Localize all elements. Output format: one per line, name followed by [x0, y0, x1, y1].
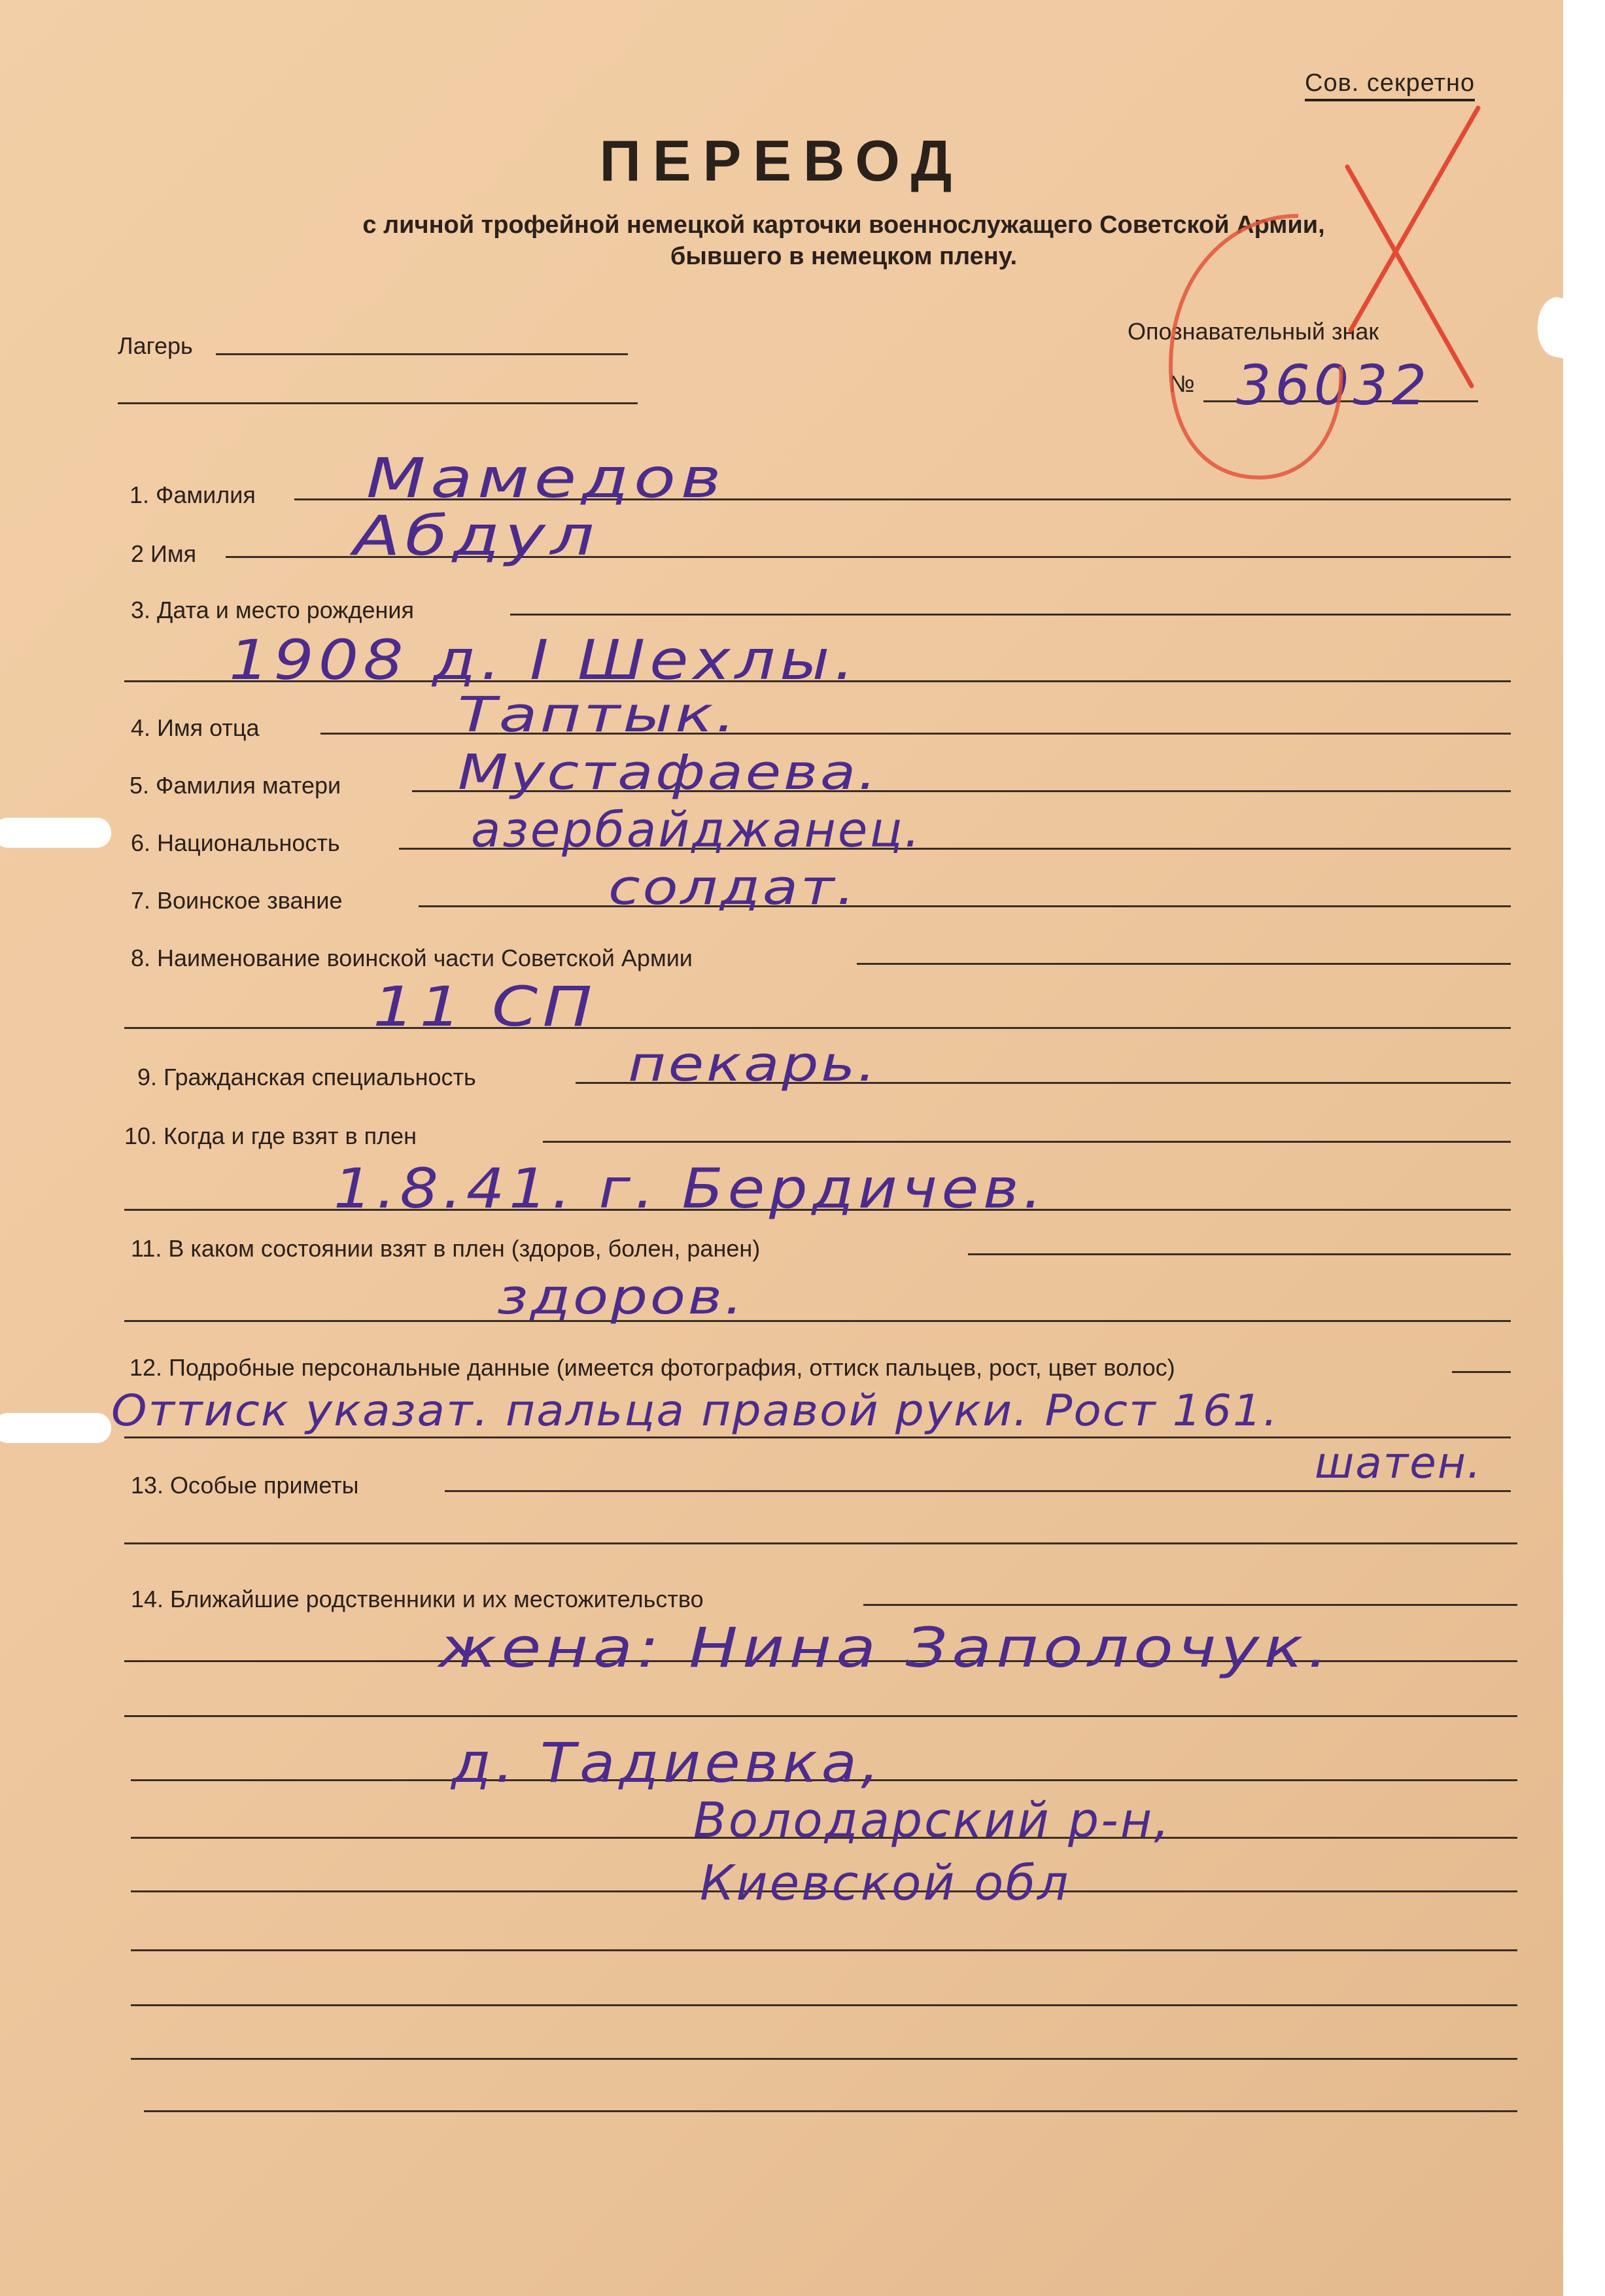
field-12-label: 12. Подробные персональные данные (имеется фотография, оттиск пальцев, рост, цвет волос)	[129, 1354, 1175, 1381]
red-x-stroke-1	[1351, 108, 1478, 330]
field-14-address-1: д. Тадиевка,	[451, 1731, 884, 1795]
document-title: ПЕРЕВОД	[599, 128, 964, 193]
field-2-label: 2 Имя	[131, 540, 197, 567]
field-10-label: 10. Когда и где взят в плен	[124, 1122, 417, 1149]
field-12-value-2: шатен.	[1315, 1438, 1483, 1488]
field-8-value: 11 СП	[373, 975, 597, 1039]
id-tag-number: 36032	[1236, 353, 1431, 417]
field-4-value: Таптык.	[458, 687, 738, 743]
field-2-value: Абдул	[353, 504, 599, 568]
field-5-label: 5. Фамилия матери	[129, 772, 341, 799]
red-x-stroke-2	[1347, 167, 1472, 386]
field-9-label: 9. Гражданская специальность	[137, 1064, 476, 1090]
subtitle-line-2: бывшего в немецком плену.	[670, 243, 1018, 270]
field-7-value: солдат.	[608, 860, 857, 916]
field-5-value: Мустафаева.	[458, 744, 879, 801]
red-circle-mark	[1171, 216, 1341, 478]
field-8-label: 8. Наименование воинской части Советской Армии	[131, 945, 693, 971]
field-4-label: 4. Имя отца	[131, 714, 260, 741]
field-9-value: пекарь.	[628, 1036, 878, 1092]
field-7-label: 7. Воинское звание	[131, 887, 343, 914]
field-14-label: 14. Ближайшие родственники и их местожительство	[131, 1586, 704, 1612]
field-3-value: 1908 д. I Шехлы.	[229, 628, 859, 692]
id-tag-number-prefix: №	[1169, 370, 1195, 397]
classification-stamp: Сов. секретно	[1305, 69, 1475, 101]
field-11-value: здоров.	[497, 1269, 746, 1325]
field-14-value: жена: Нина Заполочук.	[438, 1616, 1333, 1680]
field-14-address-2: Володарский р-н,	[693, 1792, 1171, 1849]
field-13-label: 13. Особые приметы	[131, 1472, 359, 1499]
subtitle-line-1: с личной трофейной немецкой карточки военнослужащего Советской Армии,	[362, 211, 1325, 239]
field-12-value: Оттиск указат. пальца правой руки. Рост 161.	[111, 1385, 1279, 1436]
field-10-value: 1.8.41. г. Бердичев.	[334, 1157, 1047, 1221]
id-tag-label: Опознавательный знак	[1128, 318, 1379, 345]
field-6-value: азербайджанец.	[471, 802, 922, 858]
field-1-value: Мамедов	[366, 446, 726, 510]
field-3-label: 3. Дата и место рождения	[131, 597, 414, 623]
camp-label: Лагерь	[118, 332, 193, 359]
field-11-label: 11. В каком состоянии взят в плен (здоров, болен, ранен)	[131, 1235, 761, 1262]
field-14-address-3: Киевской обл	[700, 1855, 1071, 1911]
field-6-label: 6. Национальность	[131, 829, 340, 856]
field-1-label: 1. Фамилия	[129, 481, 256, 508]
